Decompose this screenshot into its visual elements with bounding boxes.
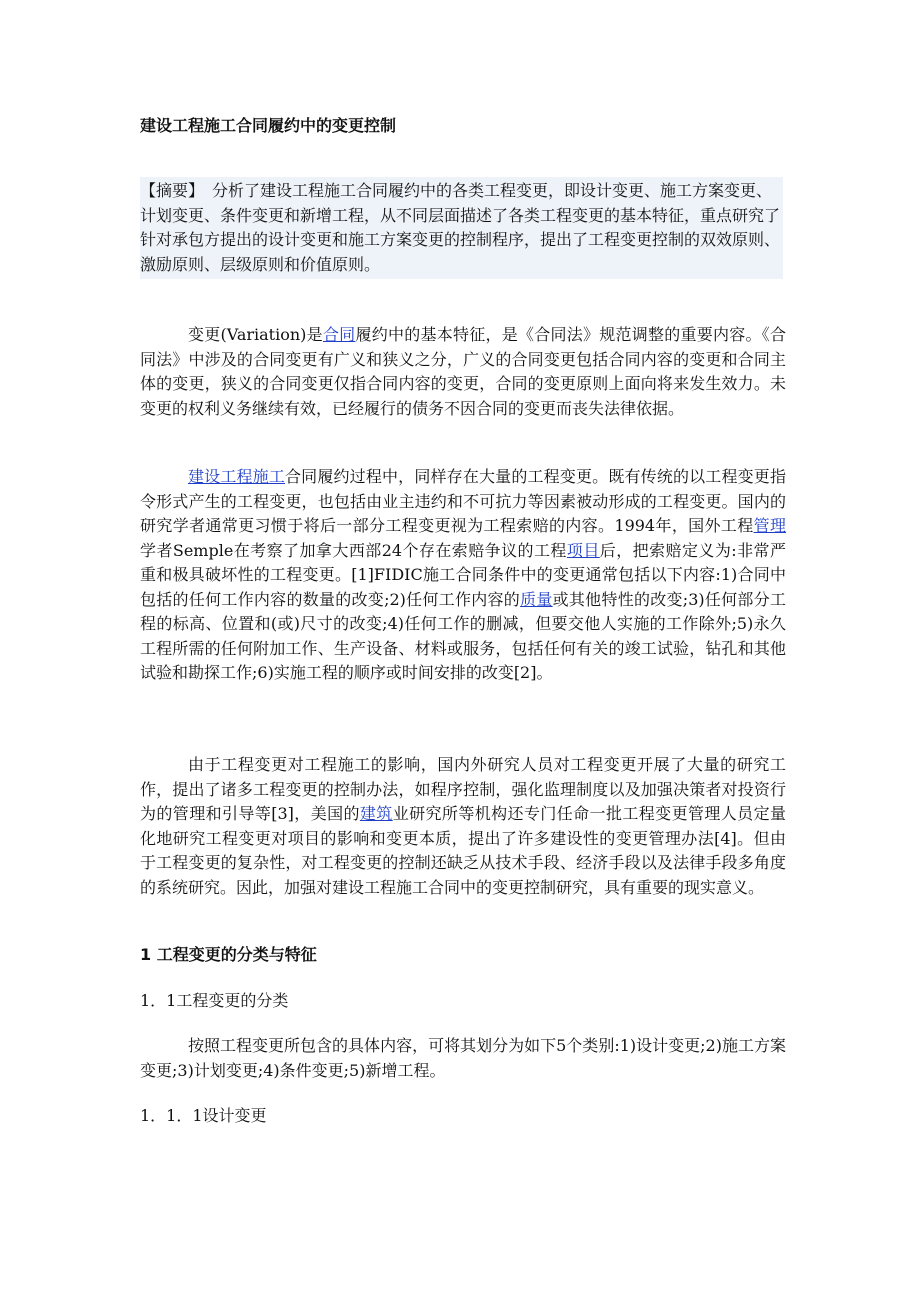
link-quality[interactable]: 质量 xyxy=(520,589,553,609)
paragraph-2-text-a: 合同履约过程中，同样存在大量的工程变更。既有传统的以工程变更指令形式产生的工程变更，也包括由业主违约和不可抗力等因素被动形成的工程变更。国内的研究学者通常更习惯于将后一部分工程变更视为工程索赔的内容。1994年，国外工程 xyxy=(140,467,786,535)
paragraph-3-text-a: 由于工程变更对工程施工的影响，国内外研究人员对工程变更开展了大量的研究工作，提出了诸多工程变更的控制办法，如程序控制，强化监理制度以及加强决策者对投资行为的管理和引导等[3]，美国的 xyxy=(140,755,786,823)
paragraph-2-text-b: 学者Semple在考察了加拿大西部24个存在索赔争议的工程 xyxy=(140,540,567,560)
link-management[interactable]: 管理 xyxy=(753,516,786,535)
paragraph-2-text-c: 后，把索赔定义为:非常严重和极具破坏性的工程变更。[1]FIDIC施工合同条件中的变更通常包括以下内容:1)合同中包括的任何工作内容的数量的改变;2)任何工作内容的 xyxy=(140,540,786,609)
paragraph-3 xyxy=(140,753,786,900)
section-heading-1: 1 工程变更的分类与特征 xyxy=(140,945,317,964)
section-heading-1-1-1: 1．1．1设计变更 xyxy=(140,1106,267,1125)
paragraph-2-text-d: 或其他特性的改变;3)任何部分工程的标高、位置和(或)尺寸的改变;4)任何工作的删减，但要交他人实施的工作除外;5)永久工程所需的任何附加工作、生产设备、材料或服务，包括任何有关的竣工试验，钻孔和其他试验和勘探工作;6)实施工程的顺序或时间安排的改变[2]。 xyxy=(140,589,786,682)
abstract-block xyxy=(140,177,783,279)
paragraph-3-text-b: 业研究所等机构还专门任命一批工程变更管理人员定量化地研究工程变更对项目的影响和变更本质，提出了许多建设性的变更管理办法[4]。但由于工程变更的复杂性，对工程变更的控制还缺乏从技术手段、经济手段以及法律手段多角度的系统研究。因此，加强对建设工程施工合同中的变更控制研究，具有重要的现实意义。 xyxy=(140,804,786,897)
link-construction[interactable]: 建设工程施工 xyxy=(188,467,285,486)
abstract-text: 分析了建设工程施工合同履约中的各类工程变更，即设计变更、施工方案变更、计划变更、条件变更和新增工程，从不同层面描述了各类工程变更的基本特征，重点研究了针对承包方提出的设计变更和施工方案变更的控制程序，提出了工程变更控制的双效原则、激励原则、层级原则和价值原则。 xyxy=(140,181,781,274)
link-project[interactable]: 项目 xyxy=(566,540,600,560)
paragraph-1-text-a: 变更(Variation)是 xyxy=(188,325,323,344)
section-heading-1-1: 1．1工程变更的分类 xyxy=(140,991,289,1010)
paragraph-1-text-b: 履约中的基本特征，是《合同法》规范调整的重要内容。《合同法》中涉及的合同变更有广义和狭义之分，广义的合同变更包括合同内容的变更和合同主体的变更，狭义的合同变更仅指合同内容的变更，合同的变更原则上面向将来发生效力。未变更的权利义务继续有效，已经履行的债务不因合同的变更而丧失法律依据。 xyxy=(140,325,786,418)
paragraph-1 xyxy=(140,323,786,421)
link-architecture[interactable]: 建筑 xyxy=(359,804,393,823)
paragraph-2 xyxy=(140,465,786,686)
abstract-label: 【摘要】 xyxy=(140,181,205,200)
document-title: 建设工程施工合同履约中的变更控制 xyxy=(140,116,397,135)
paragraph-4: 按照工程变更所包含的具体内容，可将其划分为如下5个类别:1)设计变更;2)施工方案变更;3)计划变更;4)条件变更;5)新增工程。 xyxy=(140,1036,786,1080)
link-contract[interactable]: 合同 xyxy=(322,325,356,344)
